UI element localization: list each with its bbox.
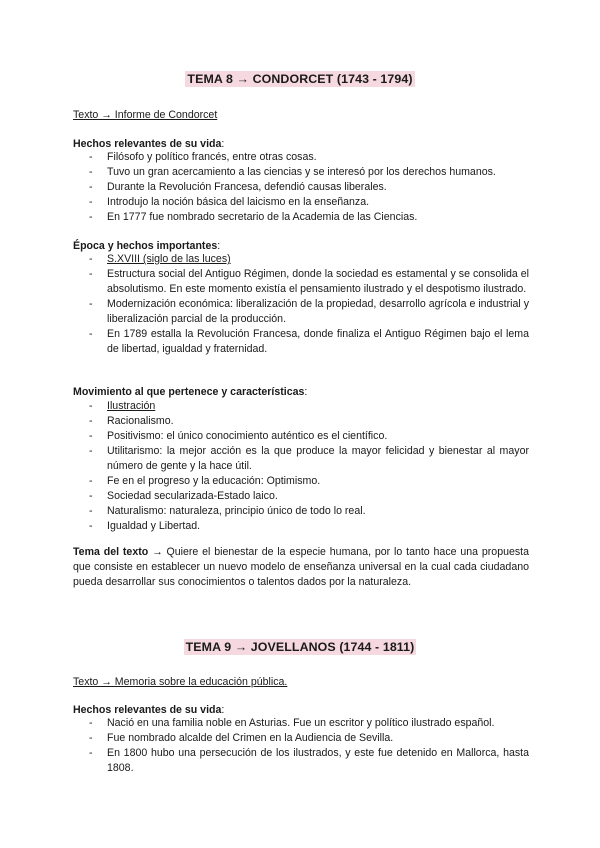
tema8-hechos-list bbox=[73, 150, 529, 225]
list-item: - Introdujo la noción básica del laicismo en la enseñanza. bbox=[73, 195, 529, 210]
list-item: - Igualdad y Libertad. bbox=[73, 519, 529, 534]
list-item: - S.XVIII (siglo de las luces) bbox=[73, 252, 529, 267]
list-item: - En 1789 estalla la Revolución Francesa, donde finaliza el Antiguo Régimen bajo el lema de libertad, igualdad y fraternidad. bbox=[73, 327, 529, 357]
tema9-texto-link: Texto → Memoria sobre la educación pública. bbox=[73, 676, 288, 688]
tema8-tema-paragraph: Tema del texto → Quiere el bienestar de la especie humana, por lo tanto hace una propuesta que consiste en establecer un nuevo modelo de enseñanza universal en la cual cada ciudadano pueda desarrollar sus conocimientos o talentos dados por la naturaleza. bbox=[73, 546, 530, 588]
list-item: - Durante la Revolución Francesa, defendió causas liberales. bbox=[73, 180, 529, 195]
list-item: - Positivismo: el único conocimiento auténtico es el científico. bbox=[73, 429, 529, 444]
list-item: - En 1800 hubo una persecución de los ilustrados, y este fue detenido en Mallorca, hasta 1808. bbox=[73, 746, 529, 776]
tema8-movimiento-list bbox=[73, 399, 529, 534]
list-item: - Racionalismo. bbox=[73, 414, 529, 429]
list-item: - Sociedad secularizada-Estado laico. bbox=[73, 489, 529, 504]
list-item: - Naturalismo: naturaleza, principio único de todo lo real. bbox=[73, 504, 529, 519]
tema8-epoca-list bbox=[73, 252, 529, 357]
tema8-title: TEMA 8 → CONDORCET (1743 - 1794) bbox=[187, 72, 413, 86]
list-item: - Ilustración bbox=[73, 399, 529, 414]
list-item: - Modernización económica: liberalización de la propiedad, desarrollo agrícola e industrial y liberalización parcial de la producción. bbox=[73, 297, 529, 327]
list-item: - Fue nombrado alcalde del Crimen en la Audiencia de Sevilla. bbox=[73, 731, 529, 746]
tema9-title: TEMA 9 → JOVELLANOS (1744 - 1811) bbox=[185, 640, 415, 654]
list-item: - Tuvo un gran acercamiento a las ciencias y se interesó por los derechos humanos. bbox=[73, 165, 529, 180]
list-item: - Utilitarismo: la mejor acción es la que produce la mayor felicidad y bienestar al mayor número de gente y la hace útil. bbox=[73, 444, 529, 474]
list-item: - Estructura social del Antiguo Régimen, donde la sociedad es estamental y se consolida el absolutismo. En este momento existía el pensamiento ilustrado y el despotismo ilustrado. bbox=[73, 267, 529, 297]
tema8-epoca-heading: Época y hechos importantes: bbox=[73, 240, 221, 252]
tema8-texto-link: Texto → Informe de Condorcet bbox=[73, 109, 218, 121]
list-item: - Filósofo y político francés, entre otras cosas. bbox=[73, 150, 529, 165]
tema9-hechos-heading: Hechos relevantes de su vida: bbox=[73, 704, 225, 716]
tema8-movimiento-heading: Movimiento al que pertenece y características: bbox=[73, 386, 308, 398]
list-item: - En 1777 fue nombrado secretario de la Academia de las Ciencias. bbox=[73, 210, 529, 225]
tema9-hechos-list bbox=[73, 716, 529, 776]
list-item: - Fe en el progreso y la educación: Optimismo. bbox=[73, 474, 529, 489]
tema8-hechos-heading: Hechos relevantes de su vida: bbox=[73, 138, 225, 150]
list-item: - Nació en una familia noble en Asturias. Fue un escritor y político ilustrado español. bbox=[73, 716, 529, 731]
